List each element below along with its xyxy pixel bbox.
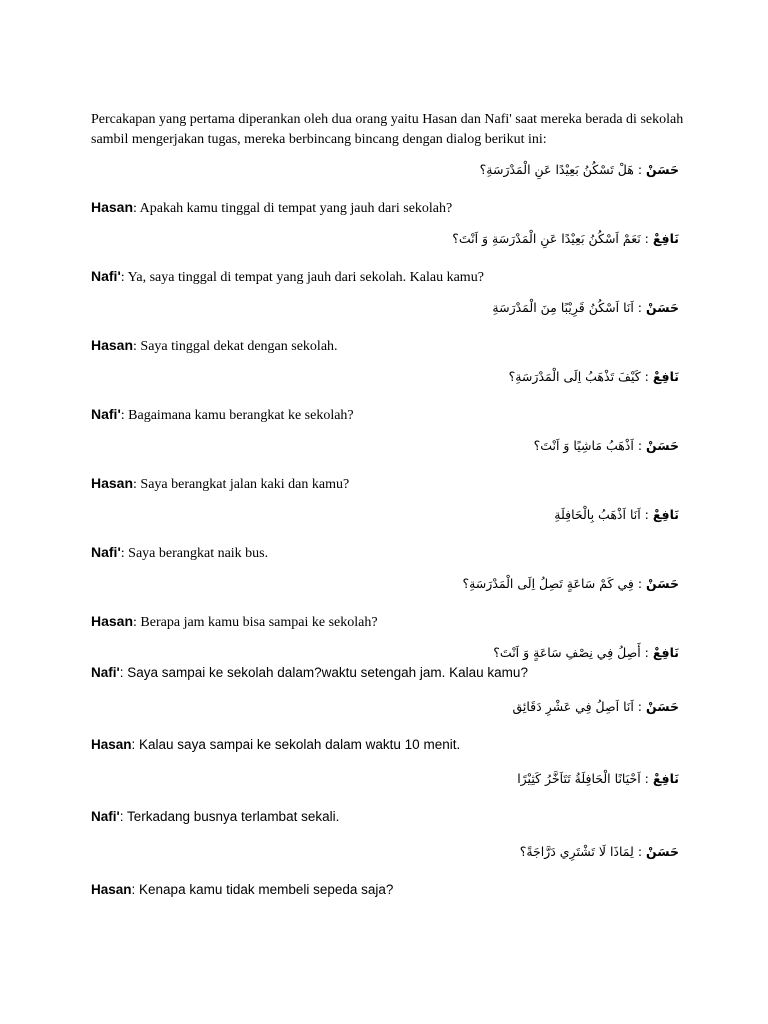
speaker-name: Nafi': [91, 665, 120, 680]
translation-text: : Ya, saya tinggal di tempat yang jauh dari sekolah. Kalau kamu?: [120, 270, 484, 285]
arabic-line: [119, 436, 679, 456]
arabic-speaker: حَسَنْ: [646, 300, 679, 315]
arabic-line: [119, 505, 679, 525]
translation-line: [91, 735, 691, 755]
translation-text: : Terkadang busnya terlambat sekali.: [119, 809, 340, 824]
translation-line: [91, 266, 691, 288]
arabic-text: : اَنَا اَصِلُ فِي عَشْرِ دَقَائِق: [512, 699, 643, 714]
speaker-name: Hasan: [91, 199, 134, 215]
translation-text: : Berapa jam kamu bisa sampai ke sekolah?: [133, 615, 378, 630]
translation-line: [91, 404, 691, 426]
arabic-speaker: نَافِعْ: [652, 771, 679, 786]
arabic-speaker: نَافِعْ: [652, 507, 679, 522]
arabic-line: [119, 842, 679, 862]
translation-line: [91, 473, 691, 495]
arabic-text: : اَنَا اَسْكُنُ قَرِيْبًا مِنَ الْمَدْرَسَةِ: [492, 300, 643, 315]
arabic-line: [119, 298, 679, 318]
translation-line: [91, 542, 691, 564]
translation-text: : Saya berangkat jalan kaki dan kamu?: [133, 477, 350, 492]
arabic-text: : كَيْفَ تَذْهَبُ اِلَى الْمَدْرَسَةِ؟: [508, 369, 649, 384]
translation-text: : Saya tinggal dekat dengan sekolah.: [133, 339, 338, 354]
arabic-speaker: حَسَنْ: [646, 576, 679, 591]
arabic-line: [119, 229, 679, 249]
arabic-speaker: حَسَنْ: [646, 162, 679, 177]
intro-paragraph: Percakapan yang pertama diperankan oleh dua orang yaitu Hasan dan Nafi' saat mereka berada di sekolah sambil mengerjakan tugas, mereka berbincang bincang dengan dialog berikut ini:: [91, 112, 684, 147]
translation-text: : Apakah kamu tinggal di tempat yang jauh dari sekolah?: [133, 201, 453, 216]
arabic-speaker: نَافِعْ: [652, 369, 679, 384]
arabic-line: [119, 643, 679, 663]
translation-line: [91, 335, 691, 357]
speaker-name: Nafi': [91, 406, 121, 422]
speaker-name: Hasan: [91, 475, 134, 491]
speaker-name: Nafi': [91, 268, 121, 284]
arabic-line: [119, 574, 679, 594]
translation-line: [91, 197, 691, 219]
arabic-speaker: حَسَنْ: [646, 438, 679, 453]
arabic-text: : لِمَاذَا لَا تَشْتَرِي دَرَّاجَةً؟: [519, 844, 643, 859]
translation-line: [91, 663, 691, 683]
translation-line: [91, 880, 691, 900]
arabic-text: : هَلْ تَسْكُنُ بَعِيْدًا عَنِ الْمَدْرَسَةِ؟: [479, 162, 643, 177]
arabic-text: : فِي كَمْ سَاعَةٍ تَصِلُ اِلَى الْمَدْرَسَةِ؟: [462, 576, 643, 591]
speaker-name: Hasan: [91, 882, 132, 897]
translation-text: : Saya berangkat naik bus.: [120, 546, 269, 561]
arabic-text: : أَصِلُ فِي نِصْفِ سَاعَةٍ وَ اَنْتَ؟: [493, 645, 649, 660]
arabic-text: : اَنَا اَذْهَبُ بِالْحَافِلَةِ: [554, 507, 649, 522]
arabic-text: : اَحْيَانًا الْحَافِلَةُ تَتَاَخَّرُ كَثِيْرًا: [517, 771, 649, 786]
arabic-line: [119, 769, 679, 789]
speaker-name: Nafi': [91, 544, 121, 560]
arabic-speaker: نَافِعْ: [652, 645, 679, 660]
arabic-line: [119, 367, 679, 387]
translation-text: : Kalau saya sampai ke sekolah dalam waktu 10 menit.: [131, 737, 461, 752]
speaker-name: Hasan: [91, 613, 134, 629]
arabic-speaker: حَسَنْ: [646, 699, 679, 714]
speaker-name: Hasan: [91, 337, 134, 353]
translation-text: : Bagaimana kamu berangkat ke sekolah?: [120, 408, 354, 423]
speaker-name: Nafi': [91, 809, 120, 824]
arabic-speaker: نَافِعْ: [652, 231, 679, 246]
arabic-speaker: حَسَنْ: [646, 844, 679, 859]
arabic-text: : نَعَمْ اَسْكُنُ بَعِيْدًا عَنِ الْمَدْرَسَةِ وَ اَنْتَ؟: [452, 231, 649, 246]
translation-line: [91, 807, 691, 827]
translation-text: : Kenapa kamu tidak membeli sepeda saja?: [131, 882, 394, 897]
arabic-text: : اَذْهَبُ مَاشِيًا وَ اَنْتَ؟: [533, 438, 643, 453]
speaker-name: Hasan: [91, 737, 132, 752]
translation-line: [91, 611, 691, 633]
translation-text: : Saya sampai ke sekolah dalam?waktu setengah jam. Kalau kamu?: [119, 665, 528, 680]
arabic-line: [119, 697, 679, 717]
arabic-line: [119, 160, 679, 180]
